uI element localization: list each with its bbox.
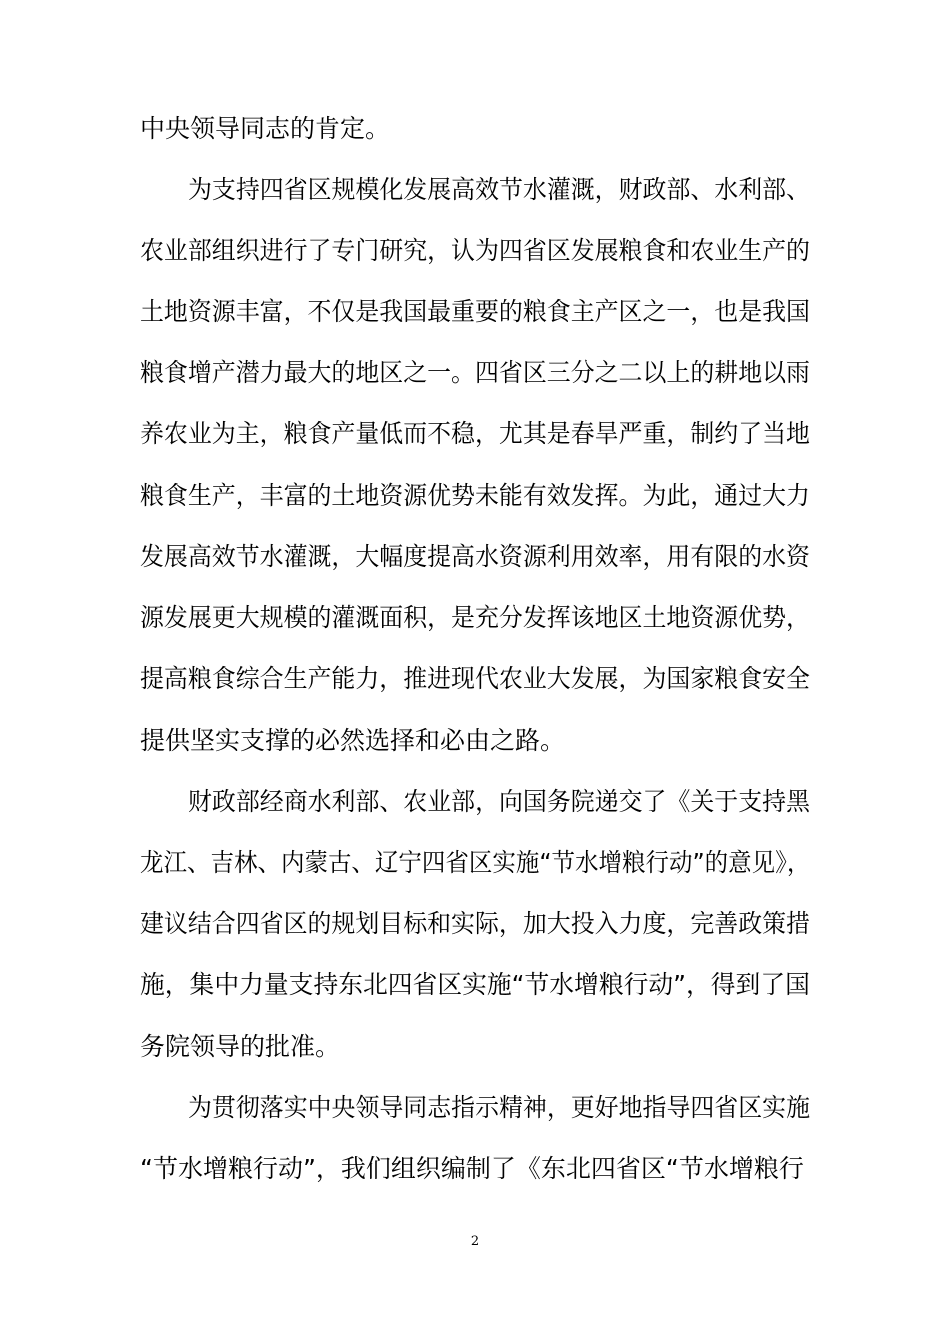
text-line: 建议结合四省区的规划目标和实际，加大投入力度，完善政策措	[140, 909, 810, 938]
text-line: 发展高效节水灌溉，大幅度提高水资源利用效率，用有限的水资	[140, 542, 810, 571]
text-line: 粮食生产，丰富的土地资源优势未能有效发挥。为此，通过大力	[140, 481, 810, 510]
text-line: 土地资源丰富，不仅是我国最重要的粮食主产区之一，也是我国	[140, 297, 810, 326]
text-line: 粮食增产潜力最大的地区之一。四省区三分之二以上的耕地以雨	[140, 358, 810, 387]
text-line: 财政部经商水利部、农业部，向国务院递交了《关于支持黑	[188, 787, 810, 816]
text-line: 为贯彻落实中央领导同志指示精神，更好地指导四省区实施	[188, 1093, 810, 1122]
page-number: 2	[470, 1234, 480, 1249]
text-line: 养农业为主，粮食产量低而不稳，尤其是春旱严重，制约了当地	[140, 419, 810, 448]
text-line: 农业部组织进行了专门研究，认为四省区发展粮食和农业生产的	[140, 236, 810, 265]
text-line: 提供坚实支撑的必然选择和必由之路。	[140, 726, 566, 755]
text-line: 施，集中力量支持东北四省区实施“节水增粮行动”，得到了国	[140, 970, 810, 999]
text-line: 提高粮食综合生产能力，推进现代农业大发展，为国家粮食安全	[140, 664, 810, 693]
text-line: “节水增粮行动”，我们组织编制了《东北四省区“节水增粮行	[140, 1154, 804, 1183]
text-line: 务院领导的批准。	[140, 1032, 341, 1061]
text-line: 中央领导同志的肯定。	[140, 114, 391, 143]
text-line: 源发展更大规模的灌溉面积，是充分发挥该地区土地资源优势，	[140, 603, 810, 632]
text-line: 为支持四省区规模化发展高效节水灌溉，财政部、水利部、	[188, 175, 810, 204]
text-line: 龙江、吉林、内蒙古、辽宁四省区实施“节水增粮行动”的意见》，	[140, 848, 811, 877]
